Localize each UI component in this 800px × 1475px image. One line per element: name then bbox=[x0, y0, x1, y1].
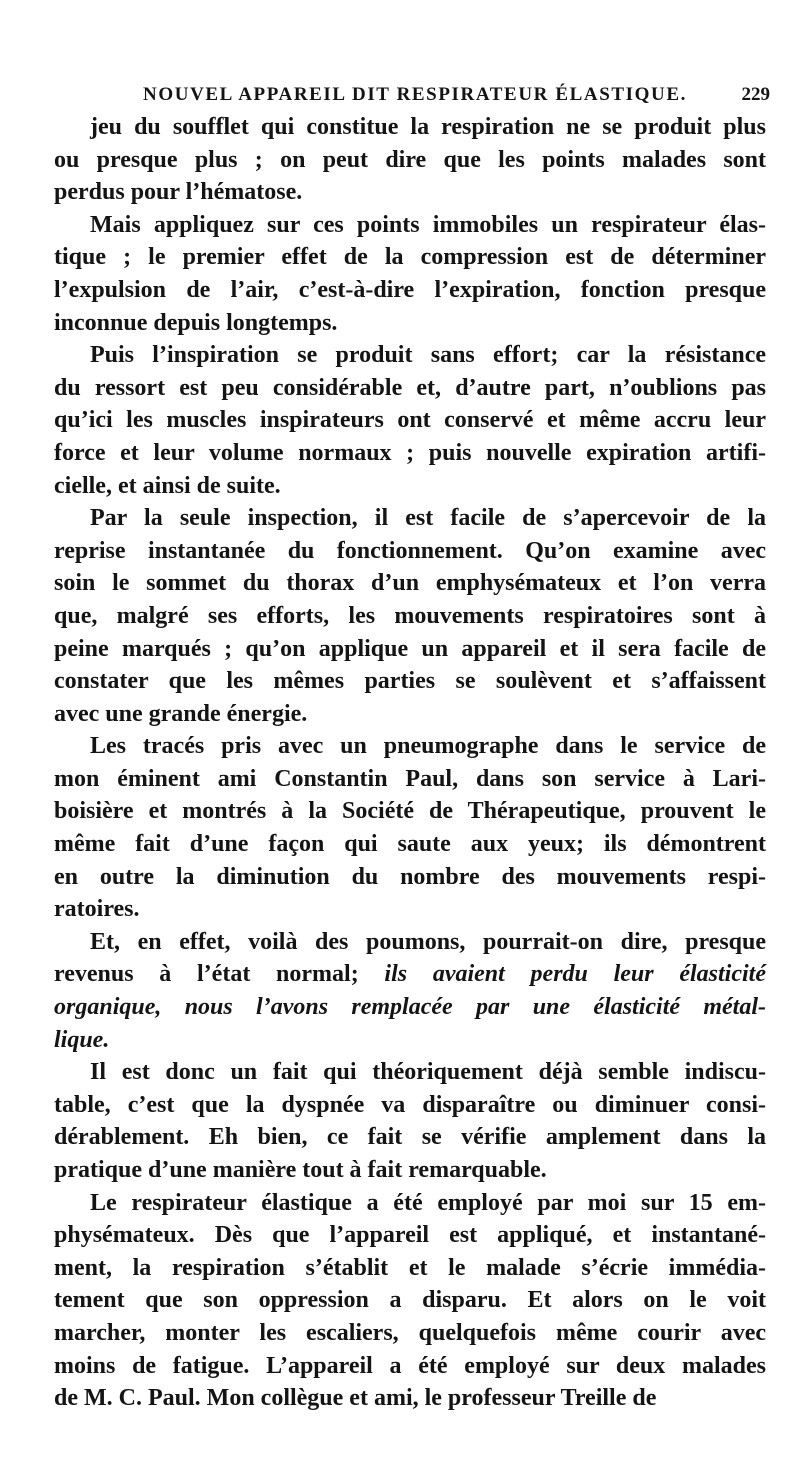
text-line: Les tracés pris avec un pneumographe dans le service de bbox=[90, 733, 766, 760]
text-line: lique. bbox=[54, 1026, 110, 1053]
text-line: en outre la diminution du nombre des mouvements respi- bbox=[54, 863, 766, 890]
text-line: Mais appliquez sur ces points immobiles un respirateur élas- bbox=[90, 211, 766, 238]
text-line: reprise instantanée du fonctionnement. Qu’on examine avec bbox=[54, 537, 766, 564]
text-line: ratoires. bbox=[54, 896, 140, 923]
text-line: Le respirateur élastique a été employé par moi sur 15 em- bbox=[90, 1189, 766, 1216]
text-line: physémateux. Dès que l’appareil est appliqué, et instantané- bbox=[54, 1222, 766, 1249]
text-line: revenus à l’état normal; ils avaient perdu leur élasticité bbox=[54, 961, 766, 988]
text-line: jeu du soufflet qui constitue la respiration ne se produit plus bbox=[90, 114, 766, 140]
text-line: Puis l’inspiration se produit sans effort; car la résistance bbox=[90, 342, 766, 369]
paragraph bbox=[54, 926, 766, 1056]
text-line: l’expulsion de l’air, c’est-à-dire l’expiration, fonction presque bbox=[54, 276, 766, 303]
text-line: inconnue depuis longtemps. bbox=[54, 309, 338, 336]
text-line: moins de fatigue. L’appareil a été employé sur deux malades bbox=[54, 1352, 766, 1379]
text-line: soin le sommet du thorax d’un emphysémateux et l’on verra bbox=[54, 570, 766, 597]
text-line: de M. C. Paul. Mon collègue et ami, le professeur Treille de bbox=[54, 1385, 657, 1412]
text-line: tement que son oppression a disparu. Et alors on le voit bbox=[54, 1287, 766, 1314]
text-line: même fait d’une façon qui saute aux yeux; ils démontrent bbox=[54, 831, 766, 858]
running-head bbox=[60, 84, 770, 114]
paragraph bbox=[54, 730, 766, 926]
paragraph bbox=[54, 209, 766, 339]
body-text bbox=[54, 111, 766, 1415]
text-line: mon éminent ami Constantin Paul, dans son service à Lari- bbox=[54, 765, 766, 792]
paragraph bbox=[54, 1056, 766, 1186]
text-line: Par la seule inspection, il est facile de s’apercevoir de la bbox=[90, 505, 766, 532]
text-line: que, malgré ses efforts, les mouvements respiratoires sont à bbox=[54, 602, 766, 629]
text-line: pratique d’une manière tout à fait remarquable. bbox=[54, 1157, 547, 1183]
text-line: perdus pour l’hématose. bbox=[54, 179, 303, 206]
text-line: Et, en effet, voilà des poumons, pourrait-on dire, presque bbox=[90, 928, 766, 955]
text-line: peine marqués ; qu’on applique un appareil et il sera facile de bbox=[54, 635, 766, 662]
text-line: ment, la respiration s’établit et le malade s’écrie immédia- bbox=[54, 1254, 766, 1281]
text-line: Il est donc un fait qui théoriquement déjà semble indiscu- bbox=[90, 1059, 766, 1086]
paragraph bbox=[54, 1187, 766, 1415]
text-line: marcher, monter les escaliers, quelquefois même courir avec bbox=[54, 1319, 766, 1346]
text-line: force et leur volume normaux ; puis nouvelle expiration artifi- bbox=[54, 439, 766, 466]
text-line: qu’ici les muscles inspirateurs ont conservé et même accru leur bbox=[54, 407, 766, 434]
paragraph bbox=[54, 339, 766, 502]
paragraph bbox=[54, 111, 766, 209]
text-line: dérablement. Eh bien, ce fait se vérifie amplement dans la bbox=[54, 1124, 766, 1151]
text-line: organique, nous l’avons remplacée par une élasticité métal- bbox=[54, 994, 766, 1021]
paragraph bbox=[54, 502, 766, 730]
page-number: 229 bbox=[741, 84, 770, 105]
text-line: table, c’est que la dyspnée va disparaître ou diminuer consi- bbox=[54, 1091, 766, 1118]
text-line: boisière et montrés à la Société de Thérapeutique, prouvent le bbox=[54, 798, 766, 825]
text-line: constater que les mêmes parties se soulèvent et s’affaissent bbox=[54, 668, 766, 695]
text-line: avec une grande énergie. bbox=[54, 700, 308, 727]
running-title: NOUVEL APPAREIL DIT RESPIRATEUR ÉLASTIQUE. bbox=[143, 84, 687, 105]
text-line: tique ; le premier effet de la compression est de déterminer bbox=[54, 244, 766, 271]
text-line: cielle, et ainsi de suite. bbox=[54, 472, 281, 499]
text-line: ou presque plus ; on peut dire que les points malades sont bbox=[54, 146, 766, 173]
text-line: du ressort est peu considérable et, d’autre part, n’oublions pas bbox=[54, 374, 766, 401]
